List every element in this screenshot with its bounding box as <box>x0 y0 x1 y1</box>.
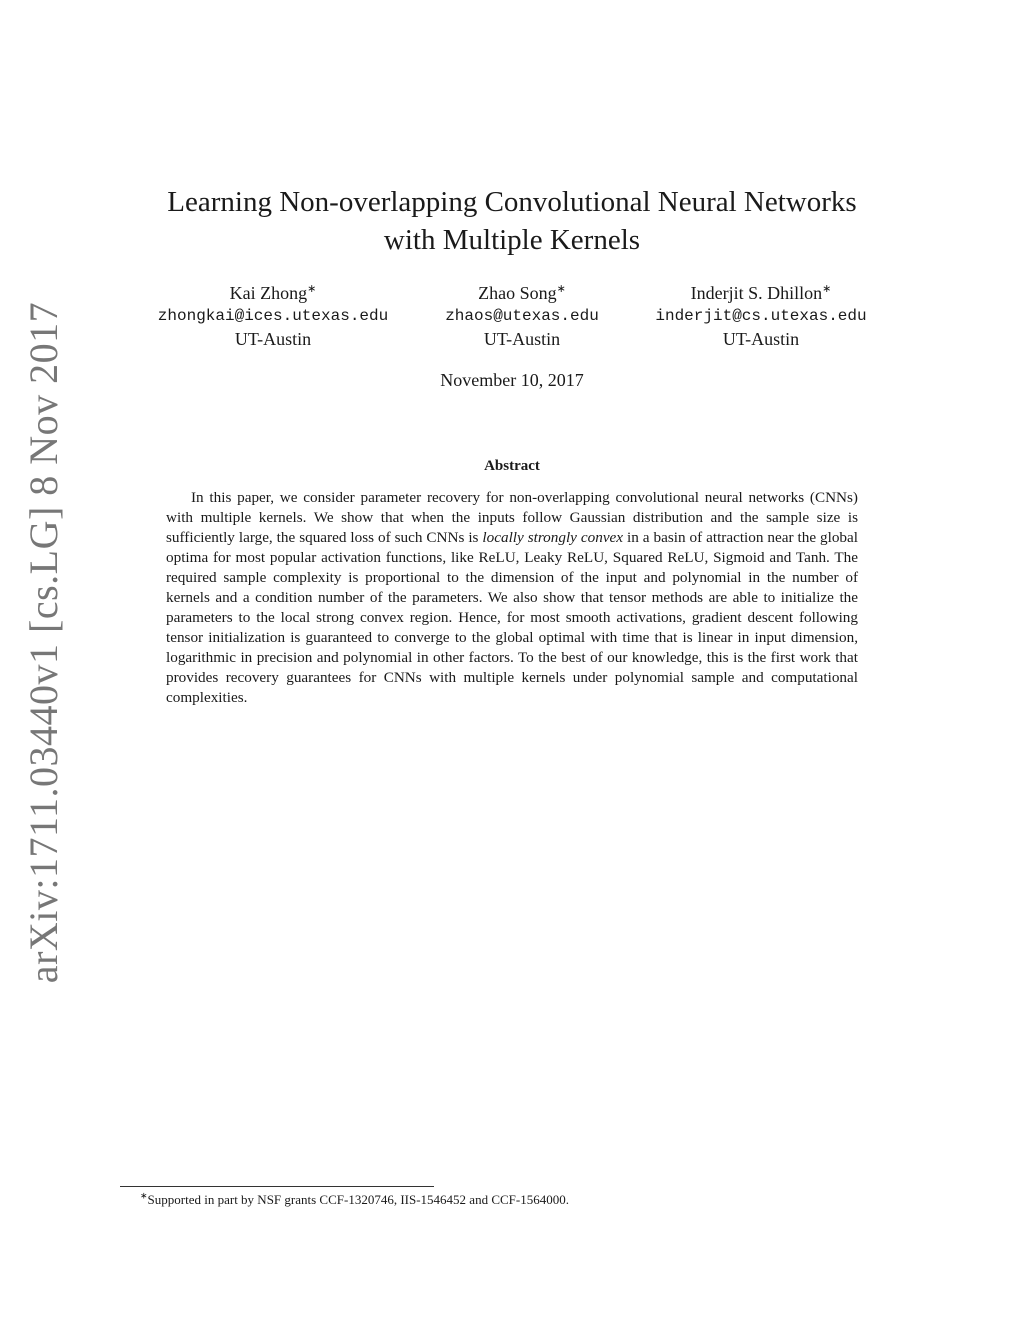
footnote-mark: ∗ <box>140 1190 148 1201</box>
author-footnote-mark: ∗ <box>556 283 566 295</box>
author-email: zhongkai@ices.utexas.edu <box>157 307 389 325</box>
author-name: Inderjit S. Dhillon <box>690 283 823 303</box>
abstract-emphasis: locally strongly convex <box>482 529 624 546</box>
author-footnote-mark: ∗ <box>822 283 832 295</box>
footnote <box>140 1191 900 1209</box>
arxiv-identifier-text: arXiv:1711.03440v1 [cs.LG] 8 Nov 2017 <box>21 301 67 984</box>
author-email: zhaos@utexas.edu <box>445 307 599 325</box>
paper-title-line-2: with Multiple Kernels <box>383 224 641 256</box>
abstract-text-after: in a basin of attraction near the global optima for most popular activation functions, like ReLU, Leaky ReLU, Squared ReLU, Sigmoid and Tanh. The required sample complexity is proportional to the dimension of the input and polynomial in the number of kernels and a condition number of the parameters. We also show that tensor methods are able to initialize the parameters to the local strong convex region. Hence, for most smooth activations, gradient descent following tensor initialization is guaranteed to converge to the global optimal with time that is linear in input dimension, logarithmic in precision and polynomial in other factors. To the best of our knowledge, this is the first work that provides recovery guarantees for CNNs with multiple kernels under polynomial sample and computational complexities. <box>166 529 858 706</box>
author-name: Zhao Song <box>478 283 557 303</box>
author-email: inderjit@cs.utexas.edu <box>655 307 867 325</box>
author-kai-zhong <box>148 282 398 351</box>
abstract-body <box>166 488 858 708</box>
author-affiliation: UT-Austin <box>722 329 800 349</box>
author-affiliation: UT-Austin <box>234 329 312 349</box>
paper-title-line-1: Learning Non-overlapping Convolutional Neural Networks <box>167 186 857 218</box>
author-block <box>0 282 1024 352</box>
publication-date: November 10, 2017 <box>440 370 584 390</box>
author-zhao-song <box>437 282 607 351</box>
paper-title <box>120 183 904 259</box>
footnote-text: Supported in part by NSF grants CCF-1320746, IIS-1546452 and CCF-1564000. <box>147 1192 569 1207</box>
author-affiliation: UT-Austin <box>483 329 561 349</box>
abstract-heading: Abstract <box>484 458 540 474</box>
author-name-line <box>645 282 877 305</box>
author-footnote-mark: ∗ <box>307 283 317 295</box>
author-name-line <box>148 282 398 305</box>
arxiv-identifier-stamp <box>18 301 70 984</box>
author-name-line <box>437 282 607 305</box>
abstract-text-before: In this paper, we consider parameter recovery for non-overlapping convolutional neural networks (CNNs) with multiple kernels. We show that when the inputs follow Gaussian distribution and the sample size is sufficiently large, the squared loss of such CNNs is <box>166 489 858 546</box>
footnote-divider <box>120 1186 434 1187</box>
author-inderjit-dhillon <box>645 282 877 351</box>
author-name: Kai Zhong <box>229 283 308 303</box>
